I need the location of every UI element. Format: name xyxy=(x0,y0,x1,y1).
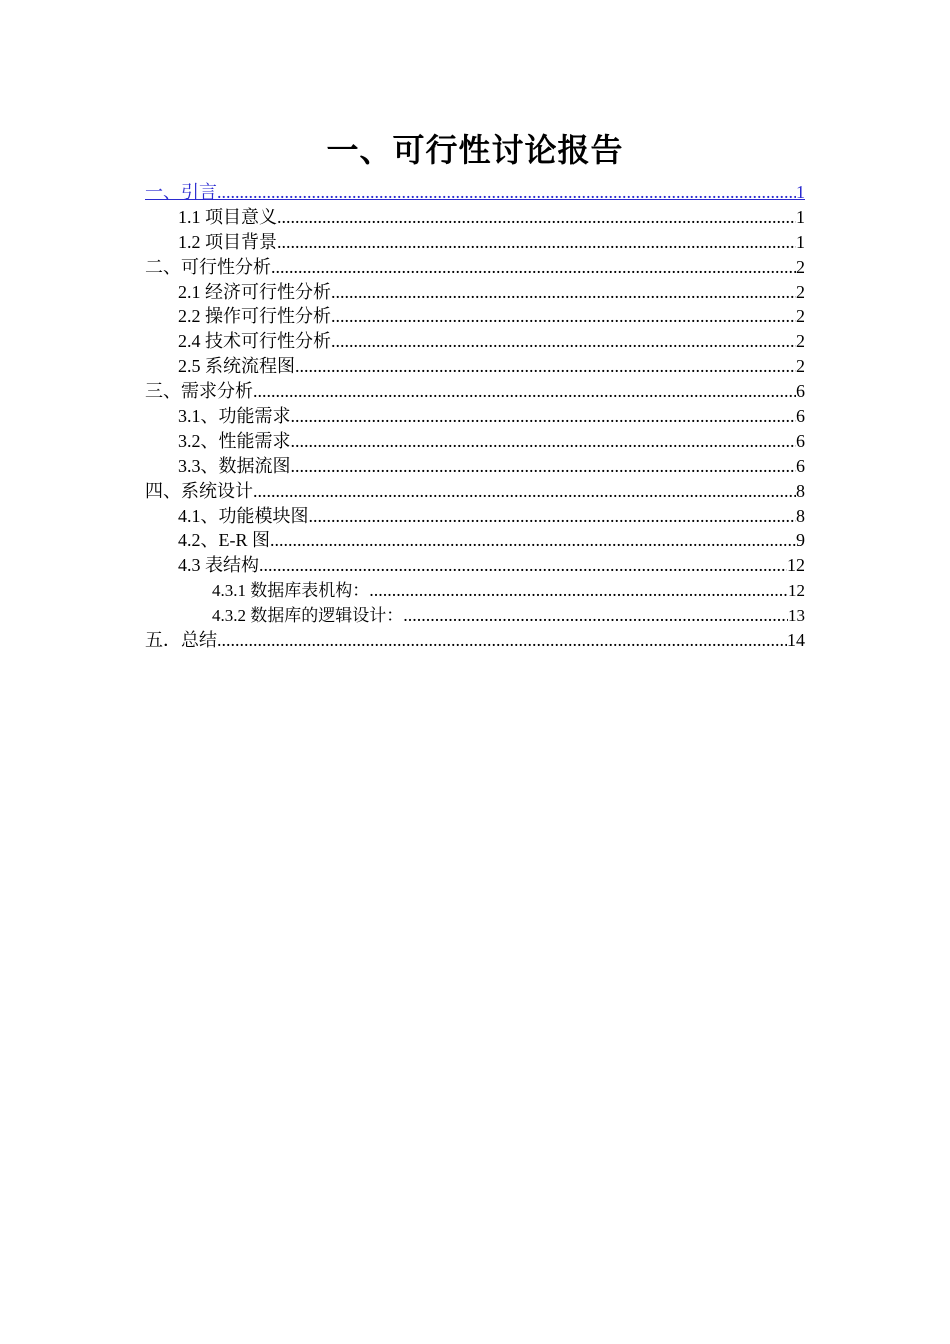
toc-entry[interactable] xyxy=(145,528,805,553)
document-title: 一、可行性讨论报告 xyxy=(326,131,624,169)
toc-entry-label: 3.2、性能需求 xyxy=(178,430,291,451)
toc-entry[interactable] xyxy=(145,578,805,603)
toc-entry[interactable] xyxy=(145,180,805,205)
toc-entry[interactable] xyxy=(145,205,805,230)
table-of-contents xyxy=(145,180,805,653)
toc-entry-label: 3.3、数据流图 xyxy=(178,455,291,476)
toc-entry-label: 4.3.2 数据库的逻辑设计： xyxy=(212,606,404,626)
toc-leader-dots xyxy=(309,504,797,529)
toc-page-number: 2 xyxy=(796,306,805,327)
toc-entry-label: 3.1、功能需求 xyxy=(178,406,291,427)
toc-entry-label: 五．总结 xyxy=(145,630,217,651)
toc-page-number: 1 xyxy=(796,231,805,252)
toc-page-number: 12 xyxy=(788,581,805,601)
toc-entry-label: 2.2 操作可行性分析 xyxy=(178,306,331,327)
toc-entry-label: 2.1 经济可行性分析 xyxy=(178,281,331,302)
toc-entry[interactable] xyxy=(145,255,805,280)
toc-leader-dots xyxy=(291,429,797,454)
toc-page-number: 1 xyxy=(796,206,805,227)
toc-entry-label: 4.3.1 数据库表机构： xyxy=(212,581,370,601)
toc-entry-label: 1.1 项目意义 xyxy=(178,206,277,227)
toc-page-number: 2 xyxy=(796,256,805,277)
toc-entry[interactable] xyxy=(145,429,805,454)
toc-leader-dots xyxy=(295,354,796,379)
toc-leader-dots xyxy=(331,304,796,329)
toc-page-number: 8 xyxy=(796,505,805,526)
toc-leader-dots xyxy=(271,255,796,280)
toc-entry-label: 一、引言 xyxy=(145,182,217,202)
toc-page-number: 13 xyxy=(788,606,805,626)
toc-leader-dots xyxy=(259,553,787,578)
toc-page-number: 6 xyxy=(796,455,805,476)
toc-leader-dots xyxy=(277,230,796,255)
toc-page-number: 2 xyxy=(796,281,805,302)
toc-entry-label: 4.3 表结构 xyxy=(178,555,259,576)
toc-entry[interactable] xyxy=(145,454,805,479)
toc-leader-dots xyxy=(291,404,797,429)
toc-entry[interactable] xyxy=(145,603,805,628)
toc-leader-dots xyxy=(331,329,796,354)
toc-entry[interactable] xyxy=(145,553,805,578)
toc-page-number: 6 xyxy=(796,381,805,402)
toc-leader-dots xyxy=(270,528,796,553)
toc-entry-label: 四、系统设计 xyxy=(145,480,253,501)
toc-entry-label: 2.4 技术可行性分析 xyxy=(178,331,331,352)
toc-leader-dots xyxy=(253,379,796,404)
toc-page-number: 14 xyxy=(787,630,805,651)
toc-entry[interactable] xyxy=(145,504,805,529)
toc-entry[interactable] xyxy=(145,230,805,255)
toc-page-number: 8 xyxy=(796,480,805,501)
toc-page-number: 2 xyxy=(796,331,805,352)
toc-leader-dots xyxy=(403,603,788,628)
toc-entry[interactable] xyxy=(145,354,805,379)
toc-entry-label: 2.5 系统流程图 xyxy=(178,356,295,377)
toc-leader-dots xyxy=(253,479,796,504)
toc-leader-dots xyxy=(369,578,788,603)
toc-entry-label: 1.2 项目背景 xyxy=(178,231,277,252)
toc-page-number: 9 xyxy=(796,530,805,551)
toc-leader-dots xyxy=(277,205,796,230)
toc-entry-label: 二、可行性分析 xyxy=(145,256,271,277)
toc-leader-dots xyxy=(217,180,796,205)
toc-entry[interactable] xyxy=(145,280,805,305)
toc-leader-dots xyxy=(291,454,797,479)
toc-leader-dots xyxy=(331,280,796,305)
toc-entry[interactable] xyxy=(145,628,805,653)
toc-leader-dots xyxy=(217,628,787,653)
toc-entry-label: 4.2、E-R 图 xyxy=(178,530,270,551)
toc-entry[interactable] xyxy=(145,329,805,354)
toc-entry[interactable] xyxy=(145,404,805,429)
toc-page-number: 6 xyxy=(796,430,805,451)
toc-entry-label: 三、需求分析 xyxy=(145,381,253,402)
toc-entry-label: 4.1、功能模块图 xyxy=(178,505,309,526)
toc-page-number: 1 xyxy=(796,182,805,202)
toc-entry[interactable] xyxy=(145,479,805,504)
toc-entry[interactable] xyxy=(145,304,805,329)
toc-entry[interactable] xyxy=(145,379,805,404)
toc-page-number: 2 xyxy=(796,356,805,377)
toc-page-number: 6 xyxy=(796,406,805,427)
toc-page-number: 12 xyxy=(787,555,805,576)
